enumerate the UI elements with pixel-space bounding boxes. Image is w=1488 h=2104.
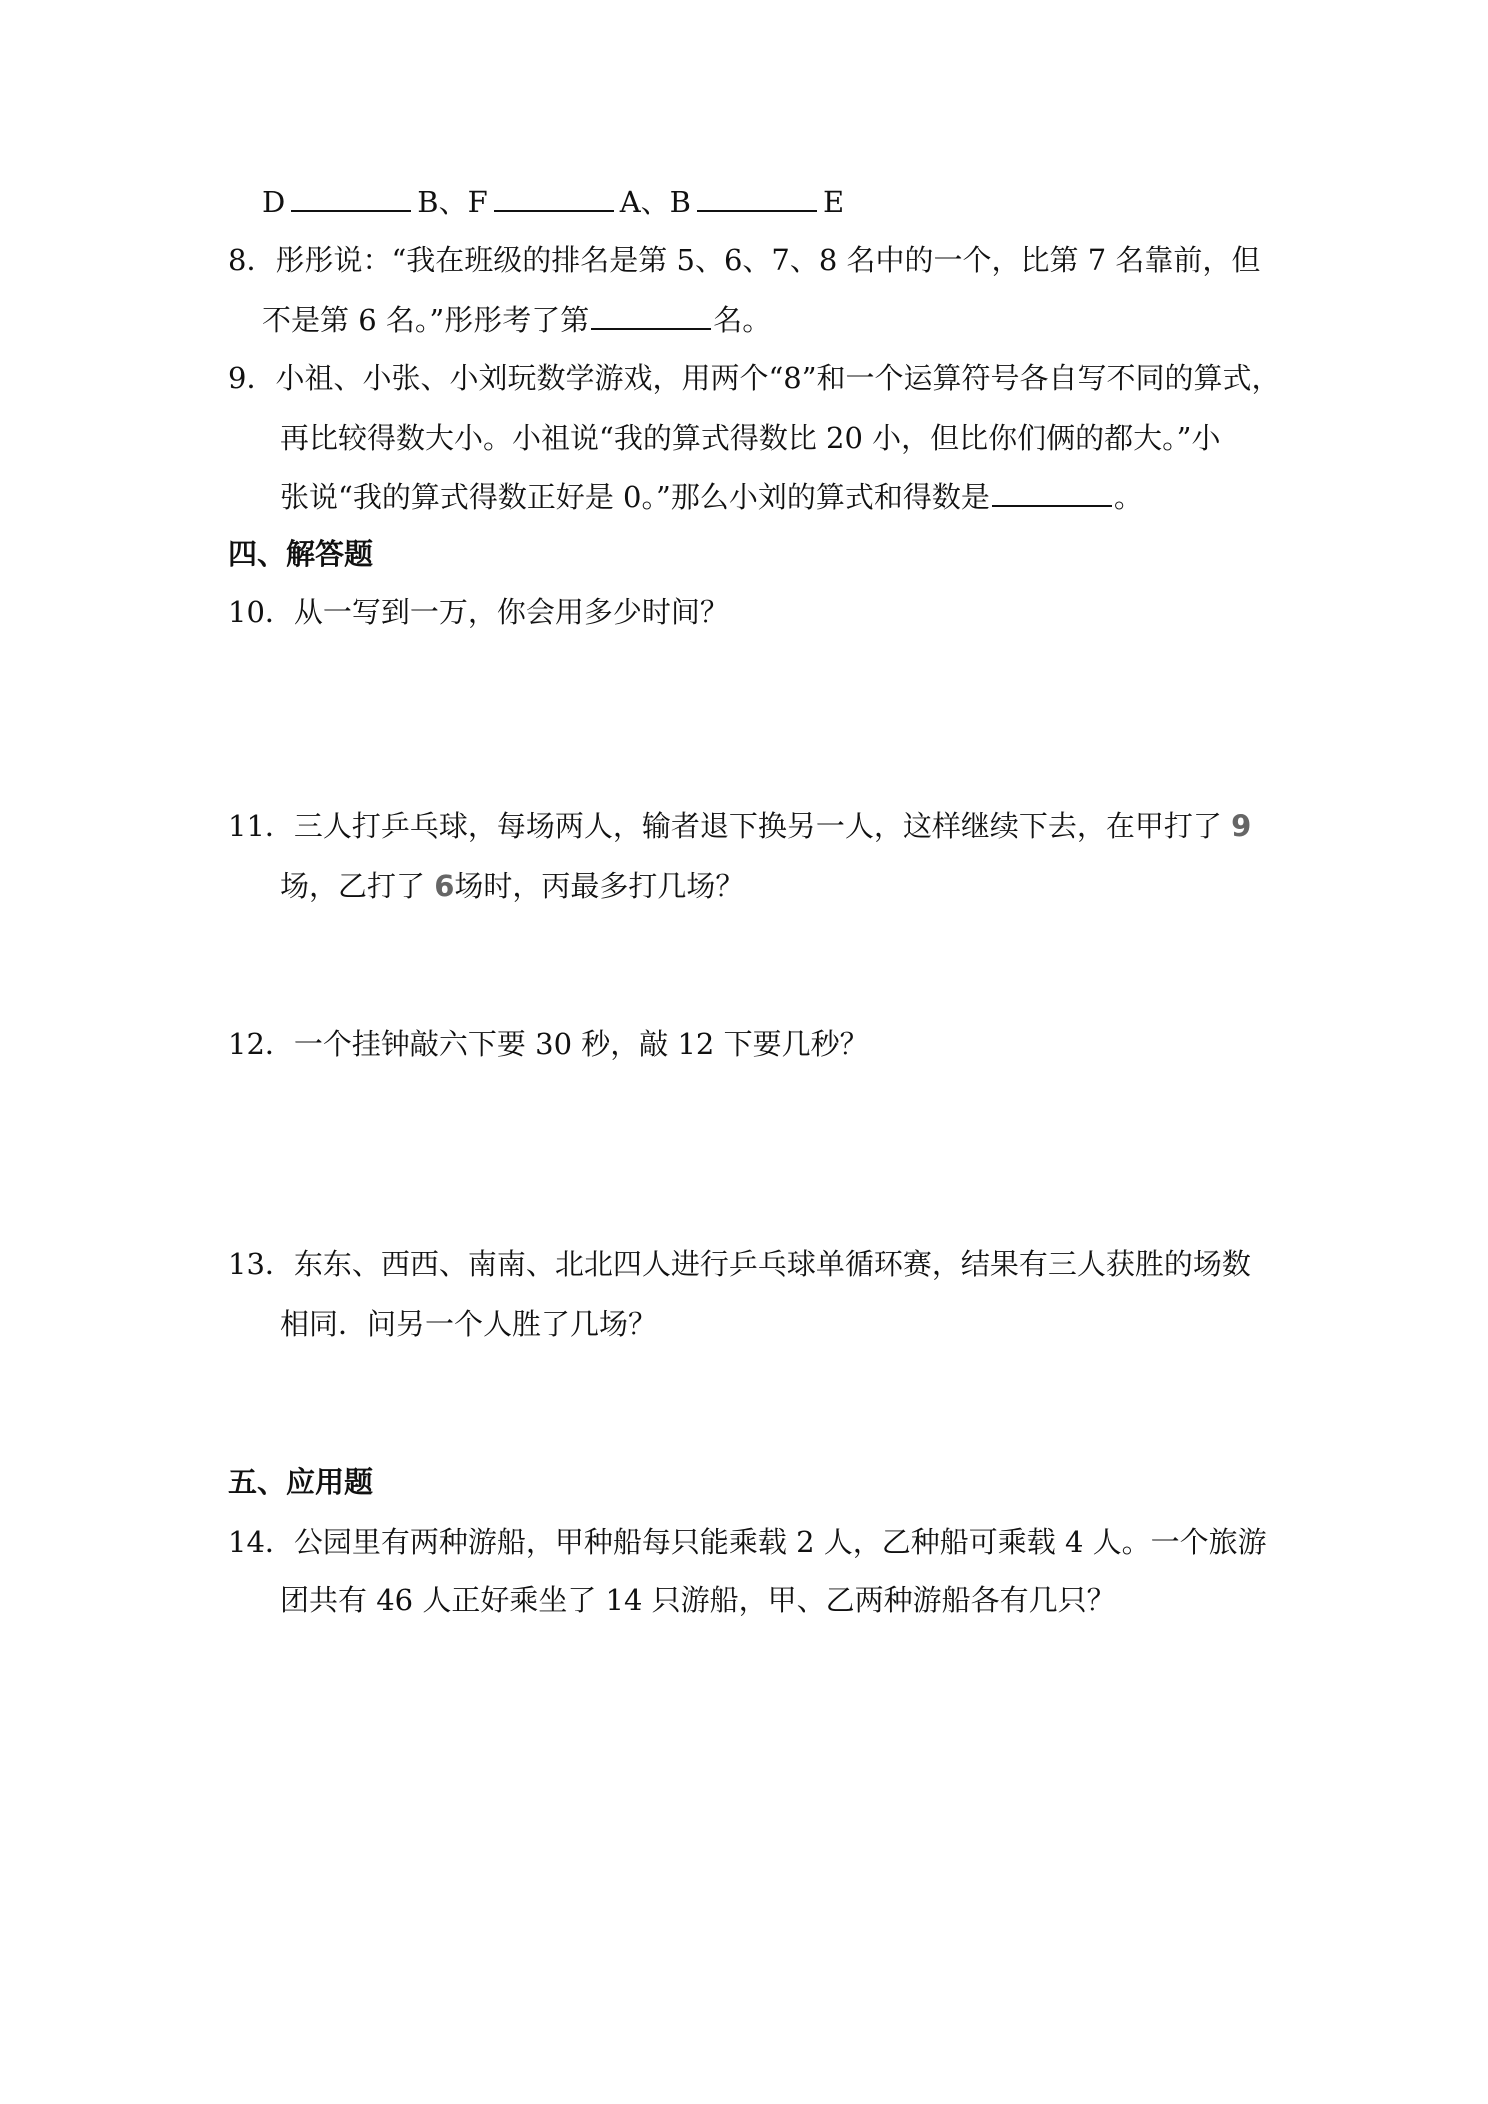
q7-label-e: E [822,185,845,219]
q10-text: 10．从一写到一万，你会用多少时间？ [228,595,729,629]
q12-text: 12．一个挂钟敲六下要 30 秒，敲 12 下要几秒？ [228,1027,869,1061]
section-4-heading: 四、解答题 [228,537,374,571]
q9-line-1: 9．小祖、小张、小刘玩数学游戏，用两个“8”和一个运算符号各自写不同的算式， [228,361,1281,395]
q7-blank-3[interactable] [697,182,817,212]
q11-number-9: 9 [1231,809,1252,843]
q9-blank[interactable] [992,477,1112,507]
q7-answer-line [262,182,844,222]
q9-text-end: 。 [1113,480,1143,514]
q14-line-2: 团共有 46 人正好乘坐了 14 只游船，甲、乙两种游船各有几只？ [280,1583,1116,1617]
q8-text: 不是第 6 名。”彤彤考了第 [262,303,590,337]
q8-text-end: 名。 [713,303,772,337]
q7-blank-2[interactable] [494,182,614,212]
q7-label-d: D [262,185,286,219]
q7-blank-1[interactable] [291,182,411,212]
q8-line-1: 8．彤彤说：“我在班级的排名是第 5、6、7、8 名中的一个，比第 7 名靠前，但 [228,243,1261,277]
q9-text: 张说“我的算式得数正好是 0。”那么小刘的算式和得数是 [280,480,990,514]
q7-label-ab: A、B [619,185,691,219]
q11-text-2a: 场，乙打了 [280,869,426,903]
q11-line-1 [228,806,1251,846]
q11-line-2 [280,866,744,906]
section-5-heading: 五、应用题 [228,1465,374,1499]
q8-blank[interactable] [591,300,711,330]
q14-line-1: 14．公园里有两种游船，甲种船每只能乘载 2 人，乙种船可乘载 4 人。一个旅游 [228,1525,1267,1559]
q11-text-2b: 场时，丙最多打几场？ [454,869,745,903]
q13-line-2: 相同．问另一个人胜了几场？ [280,1307,658,1341]
q8-line-2 [262,300,771,340]
q9-line-2: 再比较得数大小。小祖说“我的算式得数比 20 小，但比你们俩的都大。”小 [280,421,1221,455]
q11-text: 11．三人打乒乓球，每场两人，输者退下换另一人，这样继续下去，在甲打了 [228,809,1222,843]
q13-line-1: 13．东东、西西、南南、北北四人进行乒乓球单循环赛，结果有三人获胜的场数 [228,1247,1251,1281]
q11-number-6: 6 [434,869,455,903]
q9-line-3 [280,477,1143,517]
q7-label-bf: B、F [417,185,488,219]
